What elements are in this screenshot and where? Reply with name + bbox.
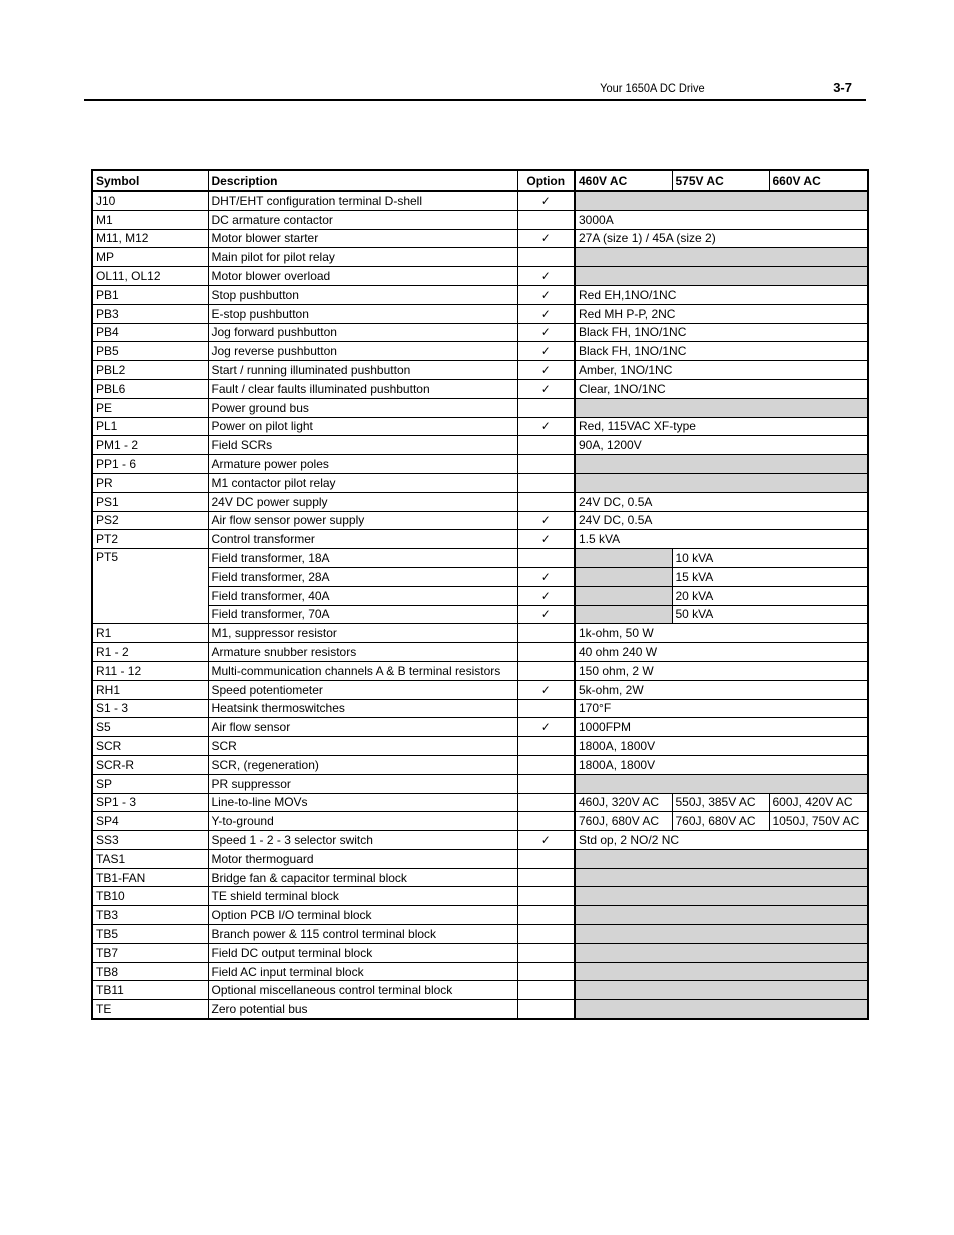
spec-cell-empty	[575, 962, 868, 981]
symbol-cell: PB1	[92, 285, 208, 304]
symbol-cell: R1 - 2	[92, 643, 208, 662]
spec-cell-empty	[575, 887, 868, 906]
table-row	[92, 511, 868, 530]
description-cell: Motor blower starter	[208, 229, 517, 248]
spec-cell-575v: 15 kVA	[672, 567, 868, 586]
spec-cell: 24V DC, 0.5A	[575, 492, 868, 511]
table-row	[92, 567, 868, 586]
description-cell: M1 contactor pilot relay	[208, 473, 517, 492]
checkmark-icon: ✓	[540, 569, 551, 584]
page-header	[84, 78, 866, 101]
description-cell: Multi-communication channels A & B terminal resistors	[208, 661, 517, 680]
table-row	[92, 774, 868, 793]
description-cell: Fault / clear faults illuminated pushbutton	[208, 379, 517, 398]
description-cell: Option PCB I/O terminal block	[208, 906, 517, 925]
option-cell	[517, 925, 575, 944]
description-cell: E-stop pushbutton	[208, 304, 517, 323]
spec-cell: 3000A	[575, 210, 868, 229]
spec-cell: 90A, 1200V	[575, 436, 868, 455]
spec-cell-575v: 20 kVA	[672, 586, 868, 605]
symbol-cell: SS3	[92, 831, 208, 850]
description-cell: Y-to-ground	[208, 812, 517, 831]
option-cell	[517, 342, 575, 361]
description-cell: TE shield terminal block	[208, 887, 517, 906]
description-cell: Speed 1 - 2 - 3 selector switch	[208, 831, 517, 850]
description-cell: Air flow sensor power supply	[208, 511, 517, 530]
checkmark-icon: ✓	[540, 306, 551, 321]
symbol-cell: M1	[92, 210, 208, 229]
spec-cell-empty	[575, 868, 868, 887]
description-cell: Field transformer, 28A	[208, 567, 517, 586]
checkmark-icon: ✓	[540, 381, 551, 396]
spec-cell-575v: 50 kVA	[672, 605, 868, 624]
description-cell: Speed potentiometer	[208, 680, 517, 699]
symbol-cell: PP1 - 6	[92, 455, 208, 474]
spec-cell-460v-empty	[575, 567, 672, 586]
spec-cell-empty	[575, 473, 868, 492]
option-cell	[517, 567, 575, 586]
symbol-cell: PM1 - 2	[92, 436, 208, 455]
table-body	[92, 191, 868, 1019]
symbol-cell: PBL2	[92, 361, 208, 380]
column-header-symbol: Symbol	[92, 170, 208, 191]
table-row	[92, 755, 868, 774]
table-row	[92, 436, 868, 455]
spec-cell-empty	[575, 981, 868, 1000]
spec-cell-empty	[575, 455, 868, 474]
table-row	[92, 1000, 868, 1019]
symbol-cell: R1	[92, 624, 208, 643]
table-row	[92, 887, 868, 906]
table-row	[92, 210, 868, 229]
symbol-cell: OL11, OL12	[92, 267, 208, 286]
table-row	[92, 530, 868, 549]
table-row	[92, 229, 868, 248]
spec-cell-empty	[575, 191, 868, 210]
checkmark-icon: ✓	[540, 682, 551, 697]
table-row	[92, 925, 868, 944]
option-cell	[517, 943, 575, 962]
description-cell: Field transformer, 40A	[208, 586, 517, 605]
checkmark-icon: ✓	[540, 287, 551, 302]
symbol-cell: PE	[92, 398, 208, 417]
spec-cell: Amber, 1NO/1NC	[575, 361, 868, 380]
description-cell: Heatsink thermoswitches	[208, 699, 517, 718]
spec-cell: 1.5 kVA	[575, 530, 868, 549]
symbol-cell: S1 - 3	[92, 699, 208, 718]
description-cell: Zero potential bus	[208, 1000, 517, 1019]
option-cell	[517, 379, 575, 398]
option-cell	[517, 643, 575, 662]
column-header-option: Option	[517, 170, 575, 191]
checkmark-icon: ✓	[540, 532, 551, 547]
symbol-cell: R11 - 12	[92, 661, 208, 680]
option-cell	[517, 304, 575, 323]
symbol-cell: TB1-FAN	[92, 868, 208, 887]
column-header-575v: 575V AC	[672, 170, 769, 191]
symbol-cell: RH1	[92, 680, 208, 699]
spec-cell-empty	[575, 849, 868, 868]
option-cell	[517, 755, 575, 774]
spec-cell: Red MH P-P, 2NC	[575, 304, 868, 323]
table-row	[92, 831, 868, 850]
description-cell: DC armature contactor	[208, 210, 517, 229]
table-row	[92, 605, 868, 624]
description-cell: Field SCRs	[208, 436, 517, 455]
checkmark-icon: ✓	[540, 363, 551, 378]
option-cell	[517, 831, 575, 850]
option-cell	[517, 906, 575, 925]
symbol-cell: SCR-R	[92, 755, 208, 774]
symbol-cell: MP	[92, 248, 208, 267]
checkmark-icon: ✓	[540, 720, 551, 735]
spec-cell-empty	[575, 774, 868, 793]
option-cell	[517, 492, 575, 511]
description-cell: Jog forward pushbutton	[208, 323, 517, 342]
symbol-cell: M11, M12	[92, 229, 208, 248]
spec-cell: Red, 115VAC XF-type	[575, 417, 868, 436]
spec-cell: Red EH,1NO/1NC	[575, 285, 868, 304]
symbol-cell: PL1	[92, 417, 208, 436]
table-row	[92, 417, 868, 436]
option-cell	[517, 718, 575, 737]
table-row	[92, 718, 868, 737]
table-row	[92, 342, 868, 361]
description-cell: Motor blower overload	[208, 267, 517, 286]
option-cell	[517, 793, 575, 812]
table-row	[92, 981, 868, 1000]
table-row	[92, 943, 868, 962]
description-cell: Armature snubber resistors	[208, 643, 517, 662]
table-row	[92, 962, 868, 981]
spec-cell: Black FH, 1NO/1NC	[575, 342, 868, 361]
description-cell: Field transformer, 18A	[208, 549, 517, 568]
description-cell: Branch power & 115 control terminal block	[208, 925, 517, 944]
option-cell	[517, 1000, 575, 1019]
option-cell	[517, 191, 575, 210]
spec-cell-660v: 1050J, 750V AC	[769, 812, 868, 831]
option-cell	[517, 361, 575, 380]
option-cell	[517, 549, 575, 568]
spec-cell: Black FH, 1NO/1NC	[575, 323, 868, 342]
spec-cell-660v: 600J, 420V AC	[769, 793, 868, 812]
table-row	[92, 699, 868, 718]
symbol-cell: SP4	[92, 812, 208, 831]
option-cell	[517, 455, 575, 474]
checkmark-icon: ✓	[540, 588, 551, 603]
symbol-cell: S5	[92, 718, 208, 737]
table-row	[92, 455, 868, 474]
symbol-cell: PB3	[92, 304, 208, 323]
table-row	[92, 661, 868, 680]
symbol-cell: SP1 - 3	[92, 793, 208, 812]
description-cell: Control transformer	[208, 530, 517, 549]
description-cell: Power on pilot light	[208, 417, 517, 436]
option-cell	[517, 812, 575, 831]
spec-cell-empty	[575, 1000, 868, 1019]
description-cell: Field AC input terminal block	[208, 962, 517, 981]
table-row	[92, 849, 868, 868]
table-row	[92, 643, 868, 662]
table-row	[92, 624, 868, 643]
symbol-cell: PB5	[92, 342, 208, 361]
spec-cell: 150 ohm, 2 W	[575, 661, 868, 680]
option-cell	[517, 586, 575, 605]
description-cell: 24V DC power supply	[208, 492, 517, 511]
symbol-cell: PBL6	[92, 379, 208, 398]
symbol-cell: PT5	[92, 549, 208, 624]
spec-cell-460v-empty	[575, 586, 672, 605]
symbol-cell: PT2	[92, 530, 208, 549]
spec-cell-460v: 760J, 680V AC	[575, 812, 672, 831]
spec-cell: 24V DC, 0.5A	[575, 511, 868, 530]
checkmark-icon: ✓	[540, 325, 551, 340]
symbol-cell: SP	[92, 774, 208, 793]
option-cell	[517, 624, 575, 643]
column-header-description: Description	[208, 170, 517, 191]
table-row	[92, 492, 868, 511]
table-row	[92, 868, 868, 887]
description-cell: Motor thermoguard	[208, 849, 517, 868]
spec-cell: 5k-ohm, 2W	[575, 680, 868, 699]
option-cell	[517, 774, 575, 793]
spec-cell-575v: 10 kVA	[672, 549, 868, 568]
option-cell	[517, 887, 575, 906]
description-cell: SCR	[208, 737, 517, 756]
symbol-cell: TB3	[92, 906, 208, 925]
spec-cell-460v-empty	[575, 605, 672, 624]
description-cell: Stop pushbutton	[208, 285, 517, 304]
option-cell	[517, 210, 575, 229]
option-cell	[517, 248, 575, 267]
symbol-cell: TB5	[92, 925, 208, 944]
column-header-660v: 660V AC	[769, 170, 868, 191]
spec-cell-575v: 550J, 385V AC	[672, 793, 769, 812]
table-row	[92, 379, 868, 398]
description-cell: Main pilot for pilot relay	[208, 248, 517, 267]
checkmark-icon: ✓	[540, 344, 551, 359]
symbol-cell: PB4	[92, 323, 208, 342]
table-row	[92, 549, 868, 568]
table-row	[92, 906, 868, 925]
spec-cell: Std op, 2 NO/2 NC	[575, 831, 868, 850]
option-cell	[517, 323, 575, 342]
symbol-cell: PR	[92, 473, 208, 492]
spec-cell-460v-empty	[575, 549, 672, 568]
table-row	[92, 398, 868, 417]
header-title: Your 1650A DC Drive	[600, 81, 705, 95]
option-cell	[517, 229, 575, 248]
option-cell	[517, 267, 575, 286]
table-row	[92, 361, 868, 380]
spec-cell-empty	[575, 248, 868, 267]
description-cell: M1, suppressor resistor	[208, 624, 517, 643]
table-row	[92, 793, 868, 812]
spec-cell-empty	[575, 906, 868, 925]
description-cell: Field DC output terminal block	[208, 943, 517, 962]
description-cell: Armature power poles	[208, 455, 517, 474]
symbol-cell: TB8	[92, 962, 208, 981]
spec-cell: 40 ohm 240 W	[575, 643, 868, 662]
symbol-cell: PS2	[92, 511, 208, 530]
table-row	[92, 191, 868, 210]
description-cell: Start / running illuminated pushbutton	[208, 361, 517, 380]
description-cell: Air flow sensor	[208, 718, 517, 737]
checkmark-icon: ✓	[540, 231, 551, 246]
symbol-cell: TB10	[92, 887, 208, 906]
checkmark-icon: ✓	[540, 607, 551, 622]
description-cell: Bridge fan & capacitor terminal block	[208, 868, 517, 887]
symbol-cell: TE	[92, 1000, 208, 1019]
checkmark-icon: ✓	[540, 269, 551, 284]
spec-cell-575v: 760J, 680V AC	[672, 812, 769, 831]
parts-table	[91, 169, 869, 1020]
option-cell	[517, 737, 575, 756]
option-cell	[517, 962, 575, 981]
symbol-cell: TAS1	[92, 849, 208, 868]
spec-cell: Clear, 1NO/1NC	[575, 379, 868, 398]
option-cell	[517, 981, 575, 1000]
table-row	[92, 285, 868, 304]
table-row	[92, 586, 868, 605]
symbol-cell: TB11	[92, 981, 208, 1000]
spec-cell: 27A (size 1) / 45A (size 2)	[575, 229, 868, 248]
description-cell: SCR, (regeneration)	[208, 755, 517, 774]
spec-cell-460v: 460J, 320V AC	[575, 793, 672, 812]
option-cell	[517, 473, 575, 492]
table-row	[92, 267, 868, 286]
description-cell: PR suppressor	[208, 774, 517, 793]
option-cell	[517, 699, 575, 718]
checkmark-icon: ✓	[540, 513, 551, 528]
option-cell	[517, 436, 575, 455]
symbol-cell: J10	[92, 191, 208, 210]
option-cell	[517, 530, 575, 549]
page-number: 3-7	[833, 80, 852, 95]
description-cell: Line-to-line MOVs	[208, 793, 517, 812]
spec-cell-empty	[575, 398, 868, 417]
table-row	[92, 304, 868, 323]
symbol-cell: SCR	[92, 737, 208, 756]
option-cell	[517, 605, 575, 624]
option-cell	[517, 398, 575, 417]
table-header-row	[92, 170, 868, 191]
checkmark-icon: ✓	[540, 832, 551, 847]
spec-cell-empty	[575, 943, 868, 962]
description-cell: Optional miscellaneous control terminal block	[208, 981, 517, 1000]
symbol-cell: TB7	[92, 943, 208, 962]
table-row	[92, 248, 868, 267]
table-row	[92, 680, 868, 699]
option-cell	[517, 511, 575, 530]
table-row	[92, 812, 868, 831]
spec-cell-empty	[575, 925, 868, 944]
option-cell	[517, 849, 575, 868]
table-row	[92, 737, 868, 756]
table-row	[92, 473, 868, 492]
spec-cell: 1800A, 1800V	[575, 755, 868, 774]
spec-cell: 1800A, 1800V	[575, 737, 868, 756]
option-cell	[517, 680, 575, 699]
spec-cell: 1000FPM	[575, 718, 868, 737]
checkmark-icon: ✓	[540, 419, 551, 434]
description-cell: Field transformer, 70A	[208, 605, 517, 624]
description-cell: DHT/EHT configuration terminal D-shell	[208, 191, 517, 210]
spec-cell: 170°F	[575, 699, 868, 718]
table-row	[92, 323, 868, 342]
column-header-460v: 460V AC	[575, 170, 672, 191]
checkmark-icon: ✓	[540, 193, 551, 208]
symbol-cell: PS1	[92, 492, 208, 511]
spec-cell: 1k-ohm, 50 W	[575, 624, 868, 643]
option-cell	[517, 868, 575, 887]
description-cell: Power ground bus	[208, 398, 517, 417]
option-cell	[517, 285, 575, 304]
spec-cell-empty	[575, 267, 868, 286]
option-cell	[517, 417, 575, 436]
description-cell: Jog reverse pushbutton	[208, 342, 517, 361]
option-cell	[517, 661, 575, 680]
